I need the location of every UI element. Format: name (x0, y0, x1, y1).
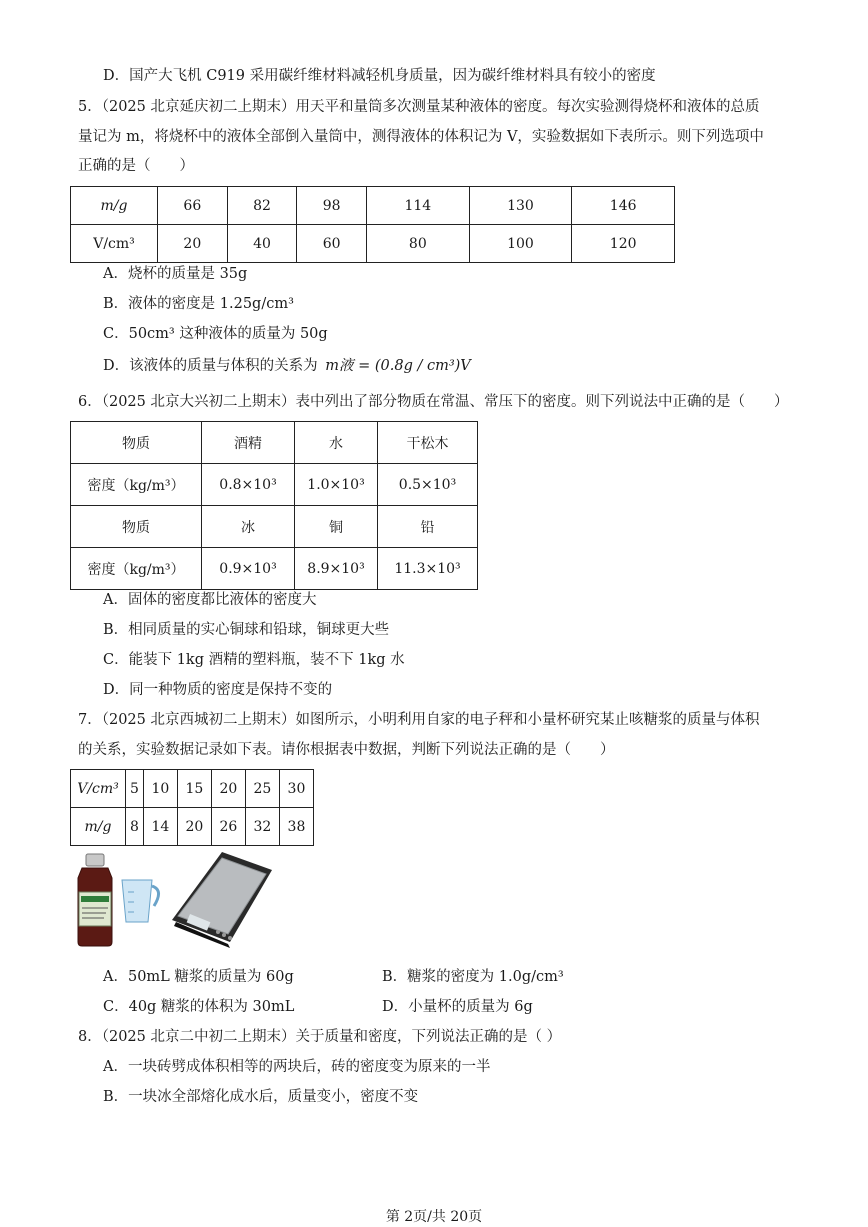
q6-option-d: D．同一种物质的密度是保持不变的 (103, 682, 333, 698)
q7-option-d: D．小量杯的质量为 6g (382, 999, 533, 1015)
table-cell: 铜 (295, 506, 378, 548)
q4-option-d: D．国产大飞机 C919 采用碳纤维材料减轻机身质量，因为碳纤维材料具有较小的密度 (103, 68, 656, 84)
table-cell: m/g (71, 808, 126, 846)
table-cell: 酒精 (202, 422, 295, 464)
table-cell: 25 (245, 770, 279, 808)
table-row (71, 225, 675, 263)
table-cell: 铅 (378, 506, 478, 548)
q8-option-b: B．一块冰全部熔化成水后，质量变小，密度不变 (103, 1089, 419, 1105)
table-cell: 60 (297, 225, 367, 263)
table-cell: 146 (572, 187, 675, 225)
table-cell: 0.9×10³ (202, 548, 295, 590)
table-cell: 10 (143, 770, 177, 808)
q7-stem-line1: 7．（2025 北京西城初二上期末）如图所示，小明利用自家的电子秤和小量杯研究某止咳糖浆的质量与体积 (78, 712, 760, 728)
q6-option-a: A．固体的密度都比液体的密度大 (103, 592, 317, 608)
table-cell: 32 (245, 808, 279, 846)
q7-illustration (72, 850, 277, 950)
table-cell: 100 (469, 225, 572, 263)
q5-stem-line2: 量记为 m，将烧杯中的液体全部倒入量筒中，测得液体的体积记为 V，实验数据如下表所示。则下列选项中 (78, 129, 764, 145)
table-cell: 5 (126, 770, 144, 808)
table-cell: 物质 (71, 422, 202, 464)
table-cell: 0.5×10³ (378, 464, 478, 506)
q7-stem-line2: 的关系，实验数据记录如下表。请你根据表中数据，判断下列说法正确的是（ ） (78, 742, 615, 758)
q5-stem-line3: 正确的是（ ） (78, 158, 194, 174)
table-row (71, 548, 478, 590)
q6-stem: 6．（2025 北京大兴初二上期末）表中列出了部分物质在常温、常压下的密度。则下列说法中正确的是（ ） (78, 394, 789, 410)
page-footer: 第 2页/共 20页 (385, 1209, 483, 1225)
table-cell: 98 (297, 187, 367, 225)
table-cell: 130 (469, 187, 572, 225)
table-cell: 20 (177, 808, 211, 846)
table-cell: 密度（kg/m³） (71, 548, 202, 590)
table-cell: V/cm³ (71, 225, 158, 263)
table-cell: 密度（kg/m³） (71, 464, 202, 506)
table-cell: 114 (367, 187, 470, 225)
table-cell: 20 (211, 770, 245, 808)
q7-option-a: A．50mL 糖浆的质量为 60g (103, 969, 294, 985)
table-cell: 11.3×10³ (378, 548, 478, 590)
q8-stem: 8．（2025 北京二中初二上期末）关于质量和密度，下列说法正确的是（ ） (78, 1029, 562, 1045)
q5-option-b: B．液体的密度是 1.25g/cm³ (103, 296, 294, 312)
table-row (71, 464, 478, 506)
table-cell: 干松木 (378, 422, 478, 464)
q8-option-a: A．一块砖劈成体积相等的两块后，砖的密度变为原来的一半 (103, 1059, 491, 1075)
table-cell: 1.0×10³ (295, 464, 378, 506)
table-cell: 82 (227, 187, 297, 225)
table-cell: 0.8×10³ (202, 464, 295, 506)
q5-option-d-prefix: D．该液体的质量与体积的关系为 (103, 358, 318, 374)
q6-option-b: B．相同质量的实心铜球和铅球，铜球更大些 (103, 622, 390, 638)
table-row (71, 506, 478, 548)
table-row (71, 770, 314, 808)
measuring-cup-image (122, 880, 159, 922)
q6-density-table (70, 421, 478, 590)
table-cell: 120 (572, 225, 675, 263)
table-cell: 8.9×10³ (295, 548, 378, 590)
digital-scale-image (172, 852, 272, 948)
table-cell: 80 (367, 225, 470, 263)
table-row (71, 187, 675, 225)
table-cell: 66 (158, 187, 228, 225)
q5-stem-line1: 5．（2025 北京延庆初二上期末）用天平和量筒多次测量某种液体的密度。每次实验测得烧杯和液体的总质 (78, 99, 760, 115)
syrup-bottle-image (78, 854, 112, 946)
table-cell: 20 (158, 225, 228, 263)
table-cell: 8 (126, 808, 144, 846)
table-cell: 40 (227, 225, 297, 263)
table-cell: V/cm³ (71, 770, 126, 808)
table-cell: 30 (279, 770, 313, 808)
q5-option-d-formula: m液 = (0.8g / cm³)V (325, 358, 471, 374)
table-cell: m/g (71, 187, 158, 225)
q5-option-a: A．烧杯的质量是 35g (103, 266, 248, 282)
table-row (71, 808, 314, 846)
table-cell: 26 (211, 808, 245, 846)
q7-option-c: C．40g 糖浆的体积为 30mL (103, 999, 295, 1015)
table-cell: 物质 (71, 506, 202, 548)
table-cell: 15 (177, 770, 211, 808)
q6-option-c: C．能装下 1kg 酒精的塑料瓶，装不下 1kg 水 (103, 652, 405, 668)
table-cell: 14 (143, 808, 177, 846)
table-cell: 38 (279, 808, 313, 846)
q5-option-c: C．50cm³ 这种液体的质量为 50g (103, 326, 328, 342)
table-cell: 冰 (202, 506, 295, 548)
q5-option-d (103, 356, 471, 376)
table-cell: 水 (295, 422, 378, 464)
q7-option-b: B．糖浆的密度为 1.0g/cm³ (382, 969, 564, 985)
table-row (71, 422, 478, 464)
q5-data-table (70, 186, 675, 263)
q7-data-table (70, 769, 314, 846)
